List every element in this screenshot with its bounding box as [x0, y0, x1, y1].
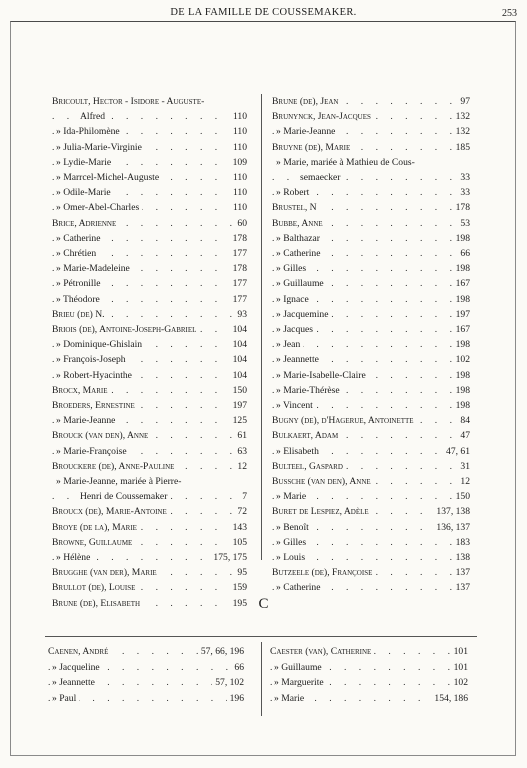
- index-entry: [272, 322, 470, 337]
- index-entry: [272, 413, 470, 428]
- entry-name: » Ida-Philomène: [56, 124, 123, 139]
- index-entry: [52, 307, 247, 322]
- index-entry: [272, 444, 470, 459]
- entry-name: » Elisabeth: [276, 444, 322, 459]
- entry-name: » Dominique-Ghislain: [56, 337, 145, 352]
- entry-pages: 60: [234, 216, 247, 231]
- index-entry: [52, 550, 247, 565]
- entry-name: » Jacqueline: [52, 660, 103, 675]
- index-entry: [52, 428, 247, 443]
- entry-pages: 198: [453, 231, 470, 246]
- entry-pages: 47, 61: [443, 444, 470, 459]
- entry-pages: 175, 175: [210, 550, 247, 565]
- entry-pages: 137: [453, 565, 470, 580]
- entry-pages: 66: [457, 246, 470, 261]
- entry-name: Brune (de), Jean: [272, 94, 342, 109]
- entry-pages: 132: [453, 124, 470, 139]
- index-entry: [52, 216, 247, 231]
- index-entry: [272, 231, 470, 246]
- entry-pages: 198: [453, 383, 470, 398]
- entry-name: » Marie: [274, 691, 307, 706]
- index-entry: [272, 276, 470, 291]
- index-entry: [272, 261, 470, 276]
- index-entry: [272, 94, 470, 109]
- entry-pages: 97: [457, 94, 470, 109]
- index-entry: [272, 520, 470, 535]
- entry-pages: 110: [230, 200, 247, 215]
- index-entry: [52, 565, 247, 580]
- entry-pages: 72: [234, 504, 247, 519]
- index-entry: [52, 459, 247, 474]
- index-entry: [52, 94, 247, 109]
- entry-name: » Omer-Abel-Charles: [56, 200, 142, 215]
- entry-pages: 150: [453, 489, 470, 504]
- entry-pages: 132: [453, 109, 470, 124]
- entry-pages: 12: [234, 459, 247, 474]
- entry-pages: 57, 66, 196: [198, 644, 244, 659]
- entry-name: Brugghe (van der), Marie: [52, 565, 160, 580]
- entry-pages: 196: [227, 691, 244, 706]
- index-entry: [52, 246, 247, 261]
- entry-name: » Paul: [52, 691, 79, 706]
- entry-name: » Catherine: [56, 231, 104, 246]
- entry-name: » Julia-Marie-Virginie: [56, 140, 145, 155]
- entry-pages: 167: [453, 276, 470, 291]
- entry-pages: 109: [230, 155, 247, 170]
- entry-name: » Louis: [276, 550, 308, 565]
- entry-name: Bulteel, Gaspard: [272, 459, 346, 474]
- entry-pages: 47: [457, 428, 470, 443]
- entry-name: Brieu (de) N.: [52, 307, 108, 322]
- index-entry: [52, 276, 247, 291]
- entry-pages: 154, 186: [431, 691, 468, 706]
- index-entry: [52, 292, 247, 307]
- entry-pages: 143: [230, 520, 247, 535]
- index-entry: [272, 140, 470, 155]
- entry-name: » Marie-Madeleine: [56, 261, 133, 276]
- index-entry: [52, 398, 247, 413]
- entry-pages: 66: [231, 660, 244, 675]
- entry-name: » Hélène: [56, 550, 93, 565]
- entry-pages: 102: [453, 352, 470, 367]
- index-entry: [272, 124, 470, 139]
- index-entry: [272, 428, 470, 443]
- entry-name: » Robert-Hyacinthe: [56, 368, 135, 383]
- index-entry: [52, 489, 247, 504]
- index-column-bottom-left: [48, 644, 244, 714]
- entry-pages: 110: [230, 140, 247, 155]
- entry-pages: 93: [234, 307, 247, 322]
- section-rule: [45, 636, 477, 637]
- entry-name: » Marie: [276, 489, 309, 504]
- entry-pages: 198: [453, 368, 470, 383]
- index-entry: [48, 675, 244, 690]
- entry-pages: 104: [230, 337, 247, 352]
- entry-pages: 95: [234, 565, 247, 580]
- index-entry: [52, 231, 247, 246]
- entry-name: » Odile-Marie: [56, 185, 114, 200]
- index-entry: [272, 489, 470, 504]
- entry-pages: 150: [230, 383, 247, 398]
- index-entry: [272, 185, 470, 200]
- entry-pages: 185: [453, 140, 470, 155]
- entry-pages: 177: [230, 246, 247, 261]
- index-entry: [52, 261, 247, 276]
- entry-pages: 178: [453, 200, 470, 215]
- entry-name: » Gilles: [276, 261, 309, 276]
- index-entry: [272, 200, 470, 215]
- entry-name: Brocx, Marie: [52, 383, 111, 398]
- entry-pages: 102: [451, 675, 468, 690]
- index-entry: [270, 660, 468, 675]
- index-entry: [272, 504, 470, 519]
- entry-name: » Marie-Jeanne, mariée à Pierre-: [56, 474, 184, 489]
- index-entry: [272, 155, 470, 170]
- entry-name: » Marie-Jeanne: [276, 124, 338, 139]
- index-entry: [52, 352, 247, 367]
- entry-pages: 137: [453, 580, 470, 595]
- entry-pages: 198: [453, 292, 470, 307]
- index-entry: [52, 170, 247, 185]
- index-entry: [272, 398, 470, 413]
- index-entry: [52, 200, 247, 215]
- entry-pages: 138: [453, 550, 470, 565]
- entry-name: » Marie-Isabelle-Claire: [276, 368, 369, 383]
- entry-pages: 33: [457, 170, 470, 185]
- entry-name: Buret de Lespiez, Adèle: [272, 504, 372, 519]
- section-letter: C: [258, 596, 269, 612]
- index-entry: [52, 155, 247, 170]
- entry-name: Bruyne (de), Marie: [272, 140, 353, 155]
- index-entry: [52, 474, 247, 489]
- index-entry: [48, 644, 244, 659]
- entry-pages: 125: [230, 413, 247, 428]
- index-entry: [52, 413, 247, 428]
- entry-pages: 104: [230, 368, 247, 383]
- entry-name: » Jeannette: [52, 675, 98, 690]
- entry-name: » Marie-Françoise: [56, 444, 130, 459]
- entry-name: » Marrcel-Michel-Auguste: [56, 170, 162, 185]
- entry-pages: 178: [230, 231, 247, 246]
- index-entry: [272, 307, 470, 322]
- index-entry: [272, 292, 470, 307]
- entry-pages: 7: [239, 489, 247, 504]
- entry-pages: 177: [230, 276, 247, 291]
- index-entry: [52, 322, 247, 337]
- entry-pages: 183: [453, 535, 470, 550]
- index-entry: [52, 337, 247, 352]
- index-entry: [52, 109, 247, 124]
- entry-name: semaecker: [300, 170, 343, 185]
- index-entry: [52, 383, 247, 398]
- entry-pages: 137, 138: [433, 504, 470, 519]
- index-entry: [272, 368, 470, 383]
- running-title: DE LA FAMILLE DE COUSSEMAKER.: [170, 7, 357, 18]
- entry-pages: 198: [453, 398, 470, 413]
- index-entry: [52, 520, 247, 535]
- entry-pages: 84: [457, 413, 470, 428]
- entry-name: Brustel, N: [272, 200, 320, 215]
- index-entry: [270, 691, 468, 706]
- entry-pages: 178: [230, 261, 247, 276]
- entry-name: Brune (de), Elisabeth: [52, 596, 143, 611]
- entry-name: » Marguerite: [274, 675, 327, 690]
- entry-name: Bubbe, Anne: [272, 216, 326, 231]
- entry-name: Caenen, André: [48, 644, 111, 659]
- entry-name: » Théodore: [56, 292, 103, 307]
- entry-pages: 104: [230, 322, 247, 337]
- entry-pages: 31: [457, 459, 470, 474]
- entry-name: » Balthazar: [276, 231, 323, 246]
- index-entry: [272, 580, 470, 595]
- entry-name: » Robert: [276, 185, 312, 200]
- entry-name: » Jean: [276, 337, 303, 352]
- entry-name: » Jeannette: [276, 352, 322, 367]
- entry-pages: 159: [230, 580, 247, 595]
- entry-name: » Gilles: [276, 535, 309, 550]
- entry-name: Brunynck, Jean-Jacques: [272, 109, 374, 124]
- index-column-top-right: [272, 94, 470, 614]
- index-entry: [52, 140, 247, 155]
- entry-name: » Marie, mariée à Mathieu de Cous-: [276, 155, 418, 170]
- entry-pages: 110: [230, 170, 247, 185]
- index-entry: [52, 185, 247, 200]
- entry-name: » Guillaume: [276, 276, 327, 291]
- entry-name: Browne, Guillaume: [52, 535, 135, 550]
- index-entry: [272, 352, 470, 367]
- index-entry: [272, 109, 470, 124]
- entry-pages: 167: [453, 322, 470, 337]
- entry-name: Brouckere (de), Anne-Pauline: [52, 459, 177, 474]
- index-entry: [270, 644, 468, 659]
- entry-name: » Pétronille: [56, 276, 104, 291]
- index-entry: [272, 550, 470, 565]
- entry-name: Caester (van), Catherine: [270, 644, 374, 659]
- entry-name: Henri de Coussemaker: [80, 489, 170, 504]
- index-entry: [272, 246, 470, 261]
- entry-name: Alfred: [80, 109, 108, 124]
- entry-pages: 197: [230, 398, 247, 413]
- entry-name: » Jacques: [276, 322, 316, 337]
- entry-name: Bricoult, Hector - Isidore - Auguste-: [52, 94, 207, 109]
- entry-name: » Vincent: [276, 398, 316, 413]
- entry-pages: 104: [230, 352, 247, 367]
- index-column-top-left: [52, 94, 247, 614]
- entry-pages: 198: [453, 337, 470, 352]
- index-entry: [272, 565, 470, 580]
- entry-name: » Marie-Thérèse: [276, 383, 343, 398]
- entry-pages: 12: [457, 474, 470, 489]
- entry-pages: 198: [453, 261, 470, 276]
- index-entry: [272, 383, 470, 398]
- index-entry: [272, 459, 470, 474]
- entry-pages: 110: [230, 124, 247, 139]
- entry-pages: 53: [457, 216, 470, 231]
- entry-name: Brouck (van den), Anne: [52, 428, 151, 443]
- entry-name: » François-Joseph: [56, 352, 129, 367]
- entry-name: Bussche (van den), Anne: [272, 474, 374, 489]
- entry-name: » Benoît: [276, 520, 312, 535]
- index-entry: [52, 124, 247, 139]
- entry-pages: 105: [230, 535, 247, 550]
- entry-pages: 33: [457, 185, 470, 200]
- entry-pages: 110: [230, 185, 247, 200]
- entry-name: » Guillaume: [274, 660, 325, 675]
- index-entry: [52, 504, 247, 519]
- index-column-bottom-right: [270, 644, 468, 714]
- column-divider-bottom: [261, 642, 262, 716]
- index-entry: [48, 660, 244, 675]
- entry-name: » Ignace: [276, 292, 312, 307]
- index-entry: [270, 675, 468, 690]
- index-entry: [52, 444, 247, 459]
- entry-pages: 57, 102: [212, 675, 244, 690]
- entry-name: Bulkaert, Adam: [272, 428, 341, 443]
- index-entry: [52, 580, 247, 595]
- entry-pages: 63: [234, 444, 247, 459]
- page-header: [0, 7, 527, 21]
- entry-pages: 197: [453, 307, 470, 322]
- entry-pages: 177: [230, 292, 247, 307]
- index-entry: [272, 337, 470, 352]
- index-entry: [272, 474, 470, 489]
- entry-name: Brice, Adrienne: [52, 216, 119, 231]
- index-entry: [48, 691, 244, 706]
- entry-pages: 101: [451, 644, 468, 659]
- page-number: 253: [502, 8, 517, 19]
- column-divider-top: [261, 94, 262, 560]
- entry-pages: 136, 137: [433, 520, 470, 535]
- entry-name: » Catherine: [276, 246, 324, 261]
- index-entry: [272, 216, 470, 231]
- entry-name: Broeders, Ernestine: [52, 398, 138, 413]
- index-entry: [52, 368, 247, 383]
- entry-pages: 61: [234, 428, 247, 443]
- entry-name: Butzeele (de), Françoise: [272, 565, 375, 580]
- entry-pages: 101: [451, 660, 468, 675]
- index-entry: [52, 535, 247, 550]
- entry-name: » Lydie-Marie: [56, 155, 114, 170]
- entry-name: Brullot (de), Louise: [52, 580, 138, 595]
- entry-name: » Marie-Jeanne: [56, 413, 118, 428]
- entry-name: Broye (de la), Marie: [52, 520, 140, 535]
- entry-name: Briois (de), Antoine-Joseph-Gabriel: [52, 322, 199, 337]
- entry-name: » Catherine: [276, 580, 324, 595]
- entry-pages: 110: [230, 109, 247, 124]
- entry-name: Broucx (de), Marie-Antoine: [52, 504, 170, 519]
- index-entry: [272, 535, 470, 550]
- index-entry: [272, 170, 470, 185]
- entry-pages: 195: [230, 596, 247, 611]
- entry-name: » Jacquemine: [276, 307, 331, 322]
- entry-name: » Chrétien: [56, 246, 99, 261]
- entry-name: Bugny (de), d'Hagerue, Antoinette: [272, 413, 417, 428]
